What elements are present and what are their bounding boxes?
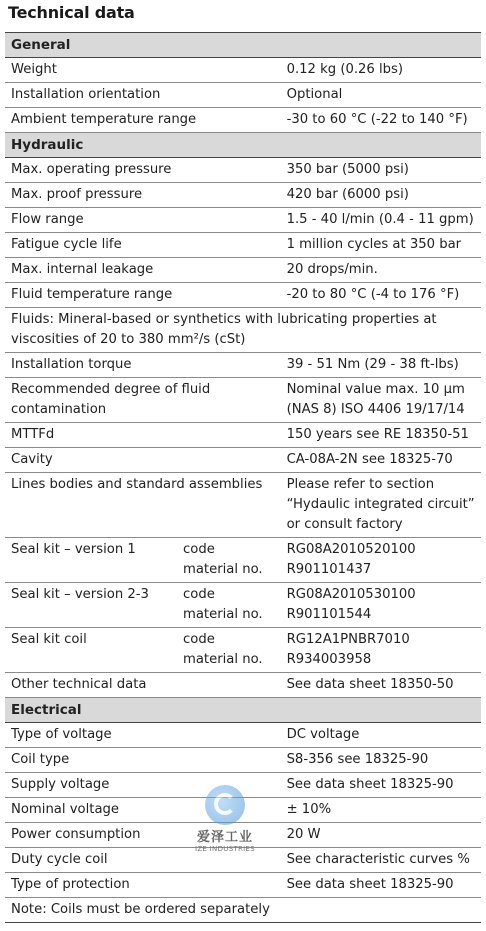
row-value: 420 bar (6000 psi): [281, 183, 481, 208]
page-title: Technical data: [8, 3, 135, 22]
row-label: Coil type: [5, 748, 281, 773]
seal-kit-row: [5, 628, 481, 673]
seal-kit-code: RG08A2010520100: [286, 542, 416, 557]
row-label: MTTFd: [5, 423, 281, 448]
table-row: [5, 723, 481, 748]
seal-kit-sub-material: material no.: [183, 562, 263, 577]
row-value: ± 10%: [281, 798, 481, 823]
table-row: [5, 158, 481, 183]
row-label: Nominal voltage: [5, 798, 281, 823]
row-label: Fatigue cycle life: [5, 233, 281, 258]
row-value: Please refer to section “Hydaulic integrated circuit” or consult factory: [281, 473, 481, 538]
table-row: [5, 473, 481, 538]
table-row: [5, 898, 481, 923]
ize-logo-icon: [205, 785, 245, 825]
fluids-note: Fluids: Mineral-based or synthetics with lubricating properties at viscosities of 20 to 380 mm²/s (cSt): [5, 308, 481, 353]
table-row: [5, 108, 481, 133]
table-row: [5, 748, 481, 773]
seal-kit-sub-code: code: [183, 587, 215, 602]
watermark-cn-text: 爱泽工业: [196, 830, 253, 845]
seal-kit-code: RG08A2010530100: [286, 587, 416, 602]
row-value: -20 to 80 °C (-4 to 176 °F): [281, 283, 481, 308]
row-label: Supply voltage: [5, 773, 281, 798]
row-value: Nominal value max. 10 µm (NAS 8) ISO 4406 19/17/14: [281, 378, 481, 423]
row-label: Max. proof pressure: [5, 183, 281, 208]
section-label: General: [5, 33, 481, 58]
seal-kit-row: [5, 583, 481, 628]
row-value: DC voltage: [281, 723, 481, 748]
seal-kit-sub-code: code: [183, 632, 215, 647]
row-label: Ambient temperature range: [5, 108, 281, 133]
section-label: Electrical: [5, 698, 481, 723]
section-label: Hydraulic: [5, 133, 481, 158]
row-label: Installation torque: [5, 353, 281, 378]
watermark-en-text: IZE INDUSTRIES: [194, 845, 256, 853]
row-label: Max. operating pressure: [5, 158, 281, 183]
seal-kit-sub-material: material no.: [183, 652, 263, 667]
row-value: -30 to 60 °C (-22 to 140 °F): [281, 108, 481, 133]
seal-kit-label: Seal kit – version 1: [11, 542, 136, 557]
table-row: [5, 58, 481, 83]
seal-kit-material-no: R901101544: [286, 607, 372, 622]
row-value: 0.12 kg (0.26 lbs): [281, 58, 481, 83]
row-label: Max. internal leakage: [5, 258, 281, 283]
row-label: Type of voltage: [5, 723, 281, 748]
seal-kit-row: [5, 538, 481, 583]
table-row: [5, 448, 481, 473]
row-label: Weight: [5, 58, 281, 83]
row-label: Duty cycle coil: [5, 848, 281, 873]
row-label: Other technical data: [5, 673, 281, 698]
section-header-electrical: [5, 698, 481, 723]
table-row: [5, 208, 481, 233]
row-value: See data sheet 18325-90: [281, 773, 481, 798]
section-header-general: [5, 33, 481, 58]
table-row: [5, 378, 481, 423]
row-value: See data sheet 18350-50: [281, 673, 481, 698]
row-value: See data sheet 18325-90: [281, 873, 481, 898]
seal-kit-material-no: R934003958: [286, 652, 372, 667]
row-value: See characteristic curves %: [281, 848, 481, 873]
row-label: Power consumption: [5, 823, 281, 848]
seal-kit-sub-material: material no.: [183, 607, 263, 622]
watermark: [190, 785, 260, 853]
table-row: [5, 673, 481, 698]
row-label: Flow range: [5, 208, 281, 233]
seal-kit-material-no: R901101437: [286, 562, 372, 577]
row-value: 1.5 - 40 l/min (0.4 - 11 gpm): [281, 208, 481, 233]
row-value: CA-08A-2N see 18325-70: [281, 448, 481, 473]
row-label: Fluid temperature range: [5, 283, 281, 308]
seal-kit-label: Seal kit coil: [11, 632, 87, 647]
seal-kit-code: RG12A1PNBR7010: [286, 632, 410, 647]
footer-note: Note: Coils must be ordered separately: [5, 898, 481, 923]
row-value: S8-356 see 18325-90: [281, 748, 481, 773]
row-value: 350 bar (5000 psi): [281, 158, 481, 183]
section-header-hydraulic: [5, 133, 481, 158]
row-label: Type of protection: [5, 873, 281, 898]
table-row: [5, 423, 481, 448]
row-value: 1 million cycles at 350 bar: [281, 233, 481, 258]
table-row: [5, 873, 481, 898]
seal-kit-label: Seal kit – version 2-3: [11, 587, 149, 602]
row-label: Lines bodies and standard assemblies: [5, 473, 281, 538]
seal-kit-sub-code: code: [183, 542, 215, 557]
table-row: [5, 353, 481, 378]
row-value: 39 - 51 Nm (29 - 38 ft-lbs): [281, 353, 481, 378]
table-row: [5, 258, 481, 283]
row-label: Cavity: [5, 448, 281, 473]
row-value: 150 years see RE 18350-51: [281, 423, 481, 448]
row-value: 20 drops/min.: [281, 258, 481, 283]
row-value: 20 W: [281, 823, 481, 848]
table-row: [5, 283, 481, 308]
row-value: Optional: [281, 83, 481, 108]
table-row: [5, 83, 481, 108]
table-row: [5, 308, 481, 353]
row-label: Recommended degree of fluid contamination: [5, 378, 281, 423]
row-label: Installation orientation: [5, 83, 281, 108]
table-row: [5, 183, 481, 208]
table-row: [5, 233, 481, 258]
